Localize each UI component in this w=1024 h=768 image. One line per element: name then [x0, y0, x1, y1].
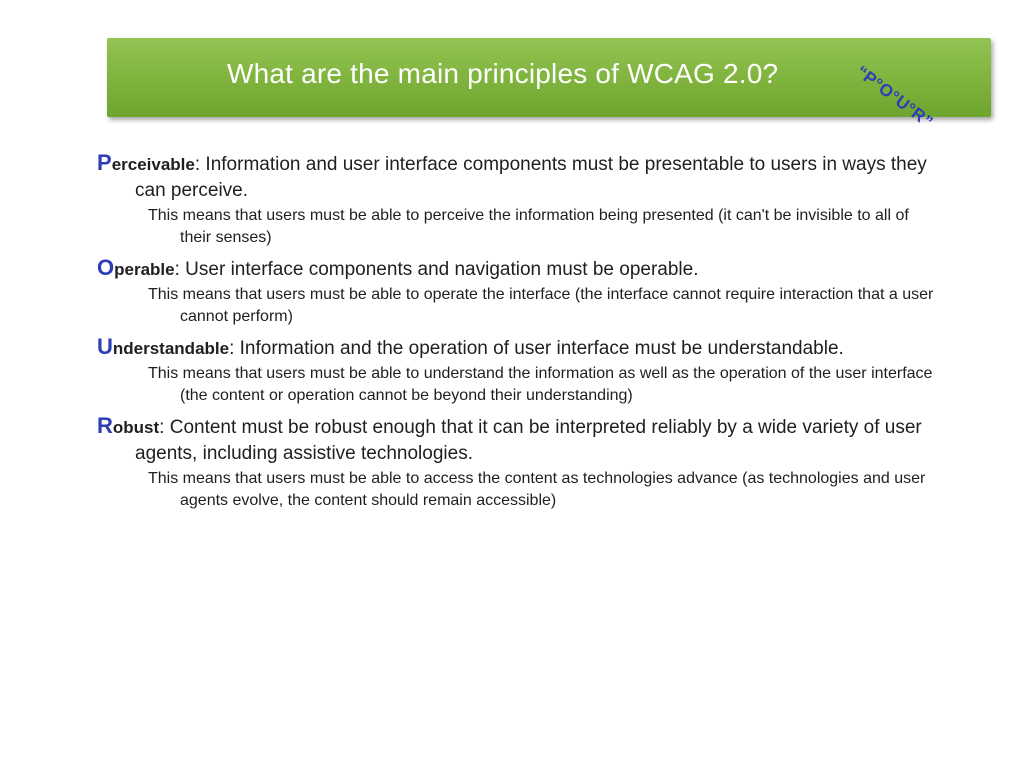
- principle-perceivable: [97, 150, 937, 249]
- principle-description: Information and the operation of user interface must be understandable.: [234, 338, 844, 359]
- principle-initial: O: [97, 255, 115, 280]
- principle-colon: :: [174, 259, 180, 280]
- principle-term: nderstandable: [112, 339, 230, 358]
- principle-description: User interface components and navigation must be operable.: [179, 259, 699, 280]
- principle-statement: [97, 255, 937, 283]
- principle-initial: P: [97, 150, 112, 175]
- pour-badge: “P°O°U°R”: [852, 62, 937, 132]
- principle-term: perable: [114, 260, 175, 279]
- principle-term: obust: [112, 418, 160, 437]
- slide-title: What are the main principles of WCAG 2.0?: [227, 58, 779, 89]
- principle-operable: [97, 255, 937, 328]
- principle-detail: This means that users must be able to understand the information as well as the operation of the user interface (the content or operation cannot be beyond their understanding): [148, 365, 933, 404]
- principles-list: [97, 150, 937, 518]
- principle-robust: [97, 413, 937, 512]
- principle-statement: [97, 150, 937, 204]
- principle-colon: :: [194, 154, 201, 175]
- principle-detail: This means that users must be able to operate the interface (the interface cannot require interaction that a user cannot perform): [148, 286, 934, 325]
- principle-initial: U: [97, 334, 113, 359]
- principle-statement: [97, 413, 937, 467]
- principle-description: Information and user interface components must be presentable to users in ways they can perceive.: [135, 154, 927, 201]
- principle-detail: This means that users must be able to perceive the information being presented (it can't be invisible to all of their senses): [148, 207, 909, 246]
- principle-understandable: [97, 334, 937, 407]
- principle-colon: :: [159, 417, 165, 438]
- principle-initial: R: [97, 413, 113, 438]
- principle-colon: :: [229, 338, 235, 359]
- principle-term: erceivable: [111, 155, 195, 174]
- principle-detail: This means that users must be able to access the content as technologies advance (as technologies and user agents evolve, the content should remain accessible): [148, 470, 926, 509]
- principle-statement: [97, 334, 937, 362]
- principle-description: Content must be robust enough that it can be interpreted reliably by a wide variety of user agents, including assistive technologies.: [135, 417, 922, 464]
